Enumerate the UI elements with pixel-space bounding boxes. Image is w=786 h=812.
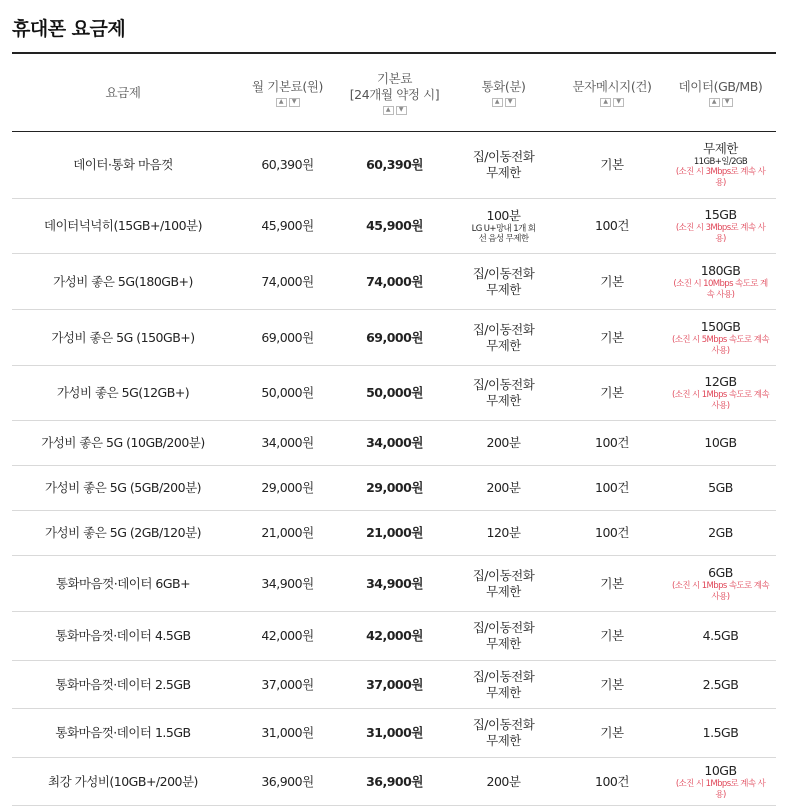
data-cell (665, 758, 776, 806)
monthly-fee-cell: 34,000원 (234, 421, 341, 466)
voice-cell (448, 421, 559, 466)
page-title: 휴대폰 요금제 (12, 18, 126, 40)
voice-value-2: 무제한 (486, 583, 521, 599)
voice-value: 집/이동전화 (472, 149, 535, 164)
sort-buttons (665, 98, 776, 107)
voice-value: 100분 (486, 208, 521, 223)
plan-name-cell[interactable]: 통화마음껏·데이터 4.5GB (12, 612, 234, 661)
table-row (12, 254, 776, 310)
contract-fee-cell: 45,900원 (341, 199, 448, 254)
sms-cell: 100건 (559, 758, 665, 806)
monthly-fee-cell: 69,000원 (234, 310, 341, 366)
header-plan-label: 요금제 (105, 84, 141, 100)
table-row (12, 612, 776, 661)
voice-cell (448, 661, 559, 709)
header-voice (448, 53, 559, 132)
data-value: 6GB (708, 564, 733, 580)
voice-value-2: 무제한 (486, 684, 521, 700)
header-monthly-label: 월 기본료(원) (252, 78, 323, 94)
voice-value: 집/이동전화 (472, 567, 535, 583)
voice-value: 200분 (486, 773, 521, 789)
sort-down-icon[interactable]: ▼ (289, 98, 300, 107)
header-contract-label-2: [24개월 약정 시] (349, 86, 440, 102)
sms-cell: 기본 (559, 556, 665, 612)
data-value: 5GB (708, 480, 733, 495)
header-contract (341, 53, 448, 132)
contract-fee-cell: 42,000원 (341, 612, 448, 661)
header-contract-label-1: 기본료 (376, 70, 413, 86)
table-row (12, 466, 776, 511)
contract-fee-cell: 74,000원 (341, 254, 448, 310)
voice-value: 집/이동전화 (472, 377, 535, 392)
voice-cell (448, 254, 559, 310)
header-plan (12, 53, 234, 132)
contract-fee-cell: 31,000원 (341, 709, 448, 758)
data-value: 180GB (700, 262, 741, 278)
voice-value-2: 무제한 (486, 636, 521, 651)
voice-value: 120분 (486, 525, 521, 540)
monthly-fee-cell: 42,000원 (234, 612, 341, 661)
contract-fee-cell: 37,000원 (341, 661, 448, 709)
header-voice-label: 통화(분) (481, 78, 526, 94)
table-row (12, 421, 776, 466)
voice-cell (448, 709, 559, 758)
voice-cell (448, 612, 559, 661)
data-value: 무제한 (703, 141, 738, 156)
data-cell (665, 556, 776, 612)
sort-down-icon[interactable]: ▼ (722, 98, 733, 107)
table-header-row (12, 53, 776, 132)
data-speed-note: (소진 시 5Mbps 속도로 계속 사용) (672, 334, 769, 356)
header-data (665, 53, 776, 132)
contract-fee-cell: 50,000원 (341, 366, 448, 421)
sms-cell: 기본 (559, 132, 665, 199)
contract-fee-cell: 34,900원 (341, 556, 448, 612)
sort-down-icon[interactable]: ▼ (505, 98, 516, 107)
sort-buttons (559, 98, 665, 107)
data-value: 10GB (704, 435, 737, 450)
voice-value: 집/이동전화 (472, 265, 535, 281)
plan-name-cell[interactable]: 통화마음껏·데이터 1.5GB (12, 709, 234, 758)
table-row (12, 132, 776, 199)
sms-cell: 기본 (559, 709, 665, 758)
data-subvalue: 11GB+일/2GB (693, 157, 748, 167)
voice-value-2: 무제한 (486, 281, 521, 297)
data-value: 2.5GB (702, 676, 739, 692)
voice-cell (448, 466, 559, 511)
data-value: 2GB (708, 525, 733, 540)
sort-up-icon[interactable]: ▲ (276, 98, 287, 107)
contract-fee-cell: 60,390원 (341, 132, 448, 199)
data-cell (665, 511, 776, 556)
data-speed-note: (소진 시 1Mbps로 계속 사용) (675, 778, 766, 800)
plan-name-cell[interactable]: 데이터·통화 마음껏 (12, 132, 234, 199)
sort-up-icon[interactable]: ▲ (492, 98, 503, 107)
voice-value: 집/이동전화 (472, 321, 535, 337)
data-cell (665, 254, 776, 310)
monthly-fee-cell: 74,000원 (234, 254, 341, 310)
monthly-fee-cell: 37,000원 (234, 661, 341, 709)
contract-fee-cell: 29,000원 (341, 466, 448, 511)
voice-cell (448, 199, 559, 254)
contract-fee-cell: 34,000원 (341, 421, 448, 466)
sort-buttons (234, 98, 341, 107)
data-cell (665, 132, 776, 199)
voice-cell (448, 511, 559, 556)
table-row (12, 556, 776, 612)
sort-buttons (341, 106, 448, 115)
monthly-fee-cell: 21,000원 (234, 511, 341, 556)
data-cell (665, 709, 776, 758)
plan-name-cell[interactable]: 가성비 좋은 5G (150GB+) (12, 310, 234, 366)
data-speed-note: (소진 시 1Mbps 속도로 계속 사용) (672, 390, 769, 411)
table-row (12, 199, 776, 254)
monthly-fee-cell: 31,000원 (234, 709, 341, 758)
sms-cell: 100건 (559, 199, 665, 254)
voice-value: 200분 (486, 435, 521, 450)
data-value: 12GB (704, 374, 737, 389)
plan-name-cell[interactable]: 가성비 좋은 5G(12GB+) (12, 366, 234, 421)
table-row (12, 366, 776, 421)
contract-fee-cell: 21,000원 (341, 511, 448, 556)
voice-cell (448, 758, 559, 806)
sms-cell: 기본 (559, 366, 665, 421)
voice-cell (448, 556, 559, 612)
plan-name-cell[interactable]: 가성비 좋은 5G (2GB/120분) (12, 511, 234, 556)
plan-name-cell[interactable]: 가성비 좋은 5G (10GB/200분) (12, 421, 234, 466)
table-row (12, 310, 776, 366)
data-value: 15GB (704, 207, 737, 222)
voice-cell (448, 132, 559, 199)
table-row (12, 709, 776, 758)
data-cell (665, 199, 776, 254)
sort-down-icon[interactable]: ▼ (396, 106, 407, 115)
table-row (12, 661, 776, 709)
data-cell (665, 466, 776, 511)
data-cell (665, 366, 776, 421)
monthly-fee-cell: 45,900원 (234, 199, 341, 254)
sms-cell: 100건 (559, 511, 665, 556)
sms-cell: 100건 (559, 421, 665, 466)
voice-value-2: 무제한 (486, 733, 521, 748)
header-monthly (234, 53, 341, 132)
data-value: 10GB (704, 762, 737, 778)
data-value: 4.5GB (702, 628, 739, 643)
data-speed-note: (소진 시 3Mbps로 계속 사용) (675, 223, 766, 244)
plan-table (12, 52, 776, 806)
voice-value-2: 무제한 (486, 393, 521, 408)
voice-value: 200분 (486, 480, 521, 495)
voice-subnote: LG U+망내 1개 회선 음성 무제한 (471, 224, 536, 244)
voice-cell (448, 310, 559, 366)
sms-cell: 100건 (559, 466, 665, 511)
plan-name-cell[interactable]: 데이터넉넉히(15GB+/100분) (12, 199, 234, 254)
data-cell (665, 421, 776, 466)
monthly-fee-cell: 36,900원 (234, 758, 341, 806)
table-row (12, 758, 776, 806)
data-speed-note: (소진 시 3Mbps로 계속 사용) (675, 167, 766, 188)
data-cell (665, 310, 776, 366)
sms-cell: 기본 (559, 612, 665, 661)
voice-value-2: 무제한 (486, 165, 521, 180)
data-value: 150GB (700, 318, 741, 334)
header-data-label: 데이터(GB/MB) (678, 78, 763, 94)
voice-cell (448, 366, 559, 421)
plan-name-cell[interactable]: 가성비 좋은 5G(180GB+) (12, 254, 234, 310)
contract-fee-cell: 36,900원 (341, 758, 448, 806)
voice-value-2: 무제한 (486, 337, 521, 353)
sms-cell: 기본 (559, 661, 665, 709)
data-speed-note: (소진 시 10Mbps 속도로 계속 사용) (673, 278, 768, 300)
data-cell (665, 661, 776, 709)
sort-down-icon[interactable]: ▼ (613, 98, 624, 107)
sms-cell: 기본 (559, 310, 665, 366)
sort-up-icon[interactable]: ▲ (383, 106, 394, 115)
monthly-fee-cell: 34,900원 (234, 556, 341, 612)
plan-name-cell[interactable]: 통화마음껏·데이터 6GB+ (12, 556, 234, 612)
monthly-fee-cell: 50,000원 (234, 366, 341, 421)
plan-name-cell[interactable]: 가성비 좋은 5G (5GB/200분) (12, 466, 234, 511)
table-row (12, 511, 776, 556)
plan-name-cell[interactable]: 통화마음껏·데이터 2.5GB (12, 661, 234, 709)
voice-value: 집/이동전화 (472, 717, 535, 732)
data-cell (665, 612, 776, 661)
plan-name-cell[interactable]: 최강 가성비(10GB+/200분) (12, 758, 234, 806)
sort-up-icon[interactable]: ▲ (709, 98, 720, 107)
data-speed-note: (소진 시 1Mbps 속도로 계속 사용) (672, 580, 769, 602)
contract-fee-cell: 69,000원 (341, 310, 448, 366)
voice-value: 집/이동전화 (472, 620, 535, 635)
sort-buttons (448, 98, 559, 107)
sort-up-icon[interactable]: ▲ (600, 98, 611, 107)
sms-cell: 기본 (559, 254, 665, 310)
header-sms (559, 53, 665, 132)
monthly-fee-cell: 29,000원 (234, 466, 341, 511)
data-value: 1.5GB (702, 725, 739, 740)
header-sms-label: 문자메시지(건) (572, 78, 652, 94)
monthly-fee-cell: 60,390원 (234, 132, 341, 199)
voice-value: 집/이동전화 (472, 668, 535, 684)
